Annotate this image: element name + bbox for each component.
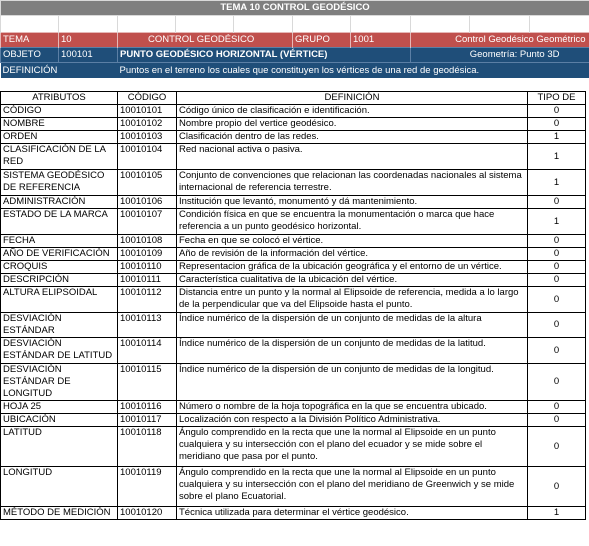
attribute-name-cell[interactable]: CÓDIGO xyxy=(1,105,118,118)
empty-cell[interactable] xyxy=(530,16,589,33)
col-header-definicion[interactable]: DEFINICIÓN xyxy=(177,92,528,105)
attribute-definition-cell[interactable]: Conjunto de convenciones que relacionan las coordenadas nacionales al sistema internacional de referencia terrestre. xyxy=(177,170,528,196)
tema-name[interactable]: CONTROL GEODÉSICO xyxy=(118,33,293,48)
attribute-name-cell[interactable]: CLASIFICACIÓN DE LA RED xyxy=(1,144,118,170)
attribute-code-cell[interactable]: 10010104 xyxy=(118,144,177,170)
empty-cell[interactable] xyxy=(176,16,234,33)
attribute-code-cell[interactable]: 10010120 xyxy=(118,507,177,520)
attribute-type-cell[interactable]: 0 xyxy=(528,261,586,274)
attribute-name-cell[interactable]: LONGITUD xyxy=(1,467,118,507)
grupo-label[interactable]: GRUPO xyxy=(293,33,351,48)
empty-cell[interactable] xyxy=(470,16,530,33)
empty-cell[interactable] xyxy=(411,16,470,33)
table-row xyxy=(1,170,586,196)
attribute-definition-cell[interactable]: Condición física en que se encuentra la monumentación o marca que hace referencia a un punto geodésico horizontal. xyxy=(177,209,528,235)
attribute-type-cell[interactable]: 0 xyxy=(528,235,586,248)
attribute-definition-cell[interactable]: Red nacional activa o pasiva. xyxy=(177,144,528,170)
attribute-type-cell[interactable]: 1 xyxy=(528,144,586,170)
attributes-table xyxy=(0,91,586,520)
definicion-label[interactable]: DEFINICIÓN xyxy=(1,63,118,79)
table-row xyxy=(1,196,586,209)
attribute-name-cell[interactable]: DESVIACIÓN ESTÁNDAR xyxy=(1,313,118,338)
table-row xyxy=(1,287,586,313)
attribute-definition-cell[interactable]: Localización con respecto a la División Político Administrativa. xyxy=(177,414,528,427)
empty-cell[interactable] xyxy=(118,16,176,33)
empty-cell[interactable] xyxy=(59,16,118,33)
attribute-code-cell[interactable]: 10010107 xyxy=(118,209,177,235)
attribute-type-cell[interactable]: 0 xyxy=(528,467,586,507)
col-header-codigo[interactable]: CÓDIGO xyxy=(118,92,177,105)
attribute-code-cell[interactable]: 10010112 xyxy=(118,287,177,313)
table-row xyxy=(1,414,586,427)
attribute-code-cell[interactable]: 10010118 xyxy=(118,427,177,467)
attribute-type-cell[interactable]: 1 xyxy=(528,131,586,144)
attribute-definition-cell[interactable]: Índice numérico de la dispersión de un conjunto de medidas de la latitud. xyxy=(177,338,528,364)
attribute-type-cell[interactable]: 0 xyxy=(528,427,586,467)
table-row xyxy=(1,209,586,235)
attribute-name-cell[interactable]: ALTURA ELIPSOIDAL xyxy=(1,287,118,313)
table-row xyxy=(1,427,586,467)
attribute-type-cell[interactable]: 0 xyxy=(528,414,586,427)
table-row xyxy=(1,467,586,507)
attribute-code-cell[interactable]: 10010103 xyxy=(118,131,177,144)
sheet-title: TEMA 10 CONTROL GEODÉSICO xyxy=(1,1,589,16)
empty-cell[interactable] xyxy=(293,16,351,33)
table-row xyxy=(1,313,586,338)
attribute-code-cell[interactable]: 10010119 xyxy=(118,467,177,507)
attribute-name-cell[interactable]: HOJA 25 xyxy=(1,401,118,414)
attribute-name-cell[interactable]: AÑO DE VERIFICACIÓN xyxy=(1,248,118,261)
header-table xyxy=(0,0,589,91)
attribute-definition-cell[interactable]: Fecha en que se colocó el vértice. xyxy=(177,235,528,248)
attribute-name-cell[interactable]: DESVIACIÓN ESTÁNDAR DE LATITUD xyxy=(1,338,118,364)
attribute-definition-cell[interactable]: Año de revisión de la información del vértice. xyxy=(177,248,528,261)
attribute-code-cell[interactable]: 10010114 xyxy=(118,338,177,364)
objeto-name[interactable]: PUNTO GEODÉSICO HORIZONTAL (VÉRTICE) xyxy=(118,48,411,63)
attribute-name-cell[interactable]: DESVIACIÓN ESTÁNDAR DE LONGITUD xyxy=(1,364,118,401)
attribute-type-cell[interactable]: 0 xyxy=(528,313,586,338)
table-row xyxy=(1,507,586,520)
attribute-definition-cell[interactable]: Nombre propio del vertice geodésico. xyxy=(177,118,528,131)
table-row xyxy=(1,338,586,364)
objeto-code[interactable]: 100101 xyxy=(59,48,118,63)
empty-cell[interactable] xyxy=(351,16,411,33)
attribute-code-cell[interactable]: 10010108 xyxy=(118,235,177,248)
table-row xyxy=(1,274,586,287)
attribute-type-cell[interactable]: 0 xyxy=(528,364,586,401)
attribute-rows xyxy=(1,105,586,520)
attribute-name-cell[interactable]: ADMINISTRACIÓN xyxy=(1,196,118,209)
table-row xyxy=(1,401,586,414)
grupo-name[interactable]: Control Geodésico Geométrico xyxy=(411,33,589,48)
col-header-tipo[interactable]: TIPO DE xyxy=(528,92,586,105)
attribute-type-cell[interactable]: 0 xyxy=(528,287,586,313)
attribute-code-cell[interactable]: 10010110 xyxy=(118,261,177,274)
attribute-type-cell[interactable]: 0 xyxy=(528,338,586,364)
attribute-definition-cell[interactable]: Técnica utilizada para determinar el vértice geodésico. xyxy=(177,507,528,520)
attribute-type-cell[interactable]: 0 xyxy=(528,118,586,131)
tema-value[interactable]: 10 xyxy=(59,33,118,48)
attribute-definition-cell[interactable]: Representacion gráfica de la ubicación geográfica y el entorno de un vértice. xyxy=(177,261,528,274)
attribute-code-cell[interactable]: 10010115 xyxy=(118,364,177,401)
attribute-definition-cell[interactable]: Distancia entre un punto y la normal al Elipsoide de referencia, medida a lo largo de la perpendicular que va del Elipsoide hasta el punto. xyxy=(177,287,528,313)
attribute-definition-cell[interactable]: Institución que levantó, monumentó y dá mantenimiento. xyxy=(177,196,528,209)
attribute-code-cell[interactable]: 10010101 xyxy=(118,105,177,118)
attribute-name-cell[interactable]: UBICACIÓN xyxy=(1,414,118,427)
attribute-name-cell[interactable]: DESCRIPCIÓN xyxy=(1,274,118,287)
col-header-atributos[interactable]: ATRIBUTOS xyxy=(1,92,118,105)
attribute-name-cell[interactable]: LATITUD xyxy=(1,427,118,467)
table-row xyxy=(1,261,586,274)
attribute-name-cell[interactable]: ESTADO DE LA MARCA xyxy=(1,209,118,235)
definicion-text[interactable]: Puntos en el terreno los cuales que constituyen los vértices de una red de geodésica. xyxy=(118,63,589,79)
attribute-name-cell[interactable]: CROQUIS xyxy=(1,261,118,274)
table-row xyxy=(1,131,586,144)
attribute-definition-cell[interactable]: Ángulo comprendido en la recta que une la normal al Elipsoide en un punto cualquiera y su intersección con el plano del ecuador y se mide sobre el meridiano que pasa por el punto. xyxy=(177,427,528,467)
attribute-code-cell[interactable]: 10010102 xyxy=(118,118,177,131)
table-row xyxy=(1,364,586,401)
empty-cell[interactable] xyxy=(234,16,293,33)
attribute-name-cell[interactable]: MÉTODO DE MEDICIÓN xyxy=(1,507,118,520)
attribute-type-cell[interactable]: 0 xyxy=(528,196,586,209)
attribute-name-cell[interactable]: FECHA xyxy=(1,235,118,248)
objeto-label[interactable]: OBJETO xyxy=(1,48,59,63)
attribute-type-cell[interactable]: 1 xyxy=(528,170,586,196)
table-row xyxy=(1,118,586,131)
attribute-definition-cell[interactable]: Clasificación dentro de las redes. xyxy=(177,131,528,144)
table-row xyxy=(1,144,586,170)
attribute-type-cell[interactable]: 0 xyxy=(528,248,586,261)
attribute-code-cell[interactable]: 10010113 xyxy=(118,313,177,338)
attribute-definition-cell[interactable]: Ángulo comprendido en la recta que une la normal al Elipsoide en un punto cualquiera y su intersección con el plano del meridiano de Greenwich y se mide sobre el plano Ecuatorial. xyxy=(177,467,528,507)
attribute-definition-cell[interactable]: Índice numérico de la dispersión de un conjunto de medidas de la longitud. xyxy=(177,364,528,401)
table-row xyxy=(1,105,586,118)
attribute-name-cell[interactable]: SISTEMA GEODÉSICO DE REFERENCIA xyxy=(1,170,118,196)
table-row xyxy=(1,235,586,248)
attribute-definition-cell[interactable]: Número o nombre de la hoja topográfica en la que se encuentra ubicado. xyxy=(177,401,528,414)
attribute-type-cell[interactable]: 1 xyxy=(528,507,586,520)
attribute-name-cell[interactable]: ORDEN xyxy=(1,131,118,144)
grupo-value[interactable]: 1001 xyxy=(351,33,411,48)
attribute-type-cell[interactable]: 0 xyxy=(528,105,586,118)
attribute-code-cell[interactable]: 10010111 xyxy=(118,274,177,287)
attribute-code-cell[interactable]: 10010109 xyxy=(118,248,177,261)
attribute-code-cell[interactable]: 10010117 xyxy=(118,414,177,427)
attribute-definition-cell[interactable]: Característica cualitativa de la ubicación del vértice. xyxy=(177,274,528,287)
attribute-code-cell[interactable]: 10010105 xyxy=(118,170,177,196)
attribute-name-cell[interactable]: NOMBRE xyxy=(1,118,118,131)
table-row xyxy=(1,248,586,261)
empty-cell[interactable] xyxy=(1,16,59,33)
attribute-code-cell[interactable]: 10010116 xyxy=(118,401,177,414)
attribute-type-cell[interactable]: 1 xyxy=(528,209,586,235)
attribute-definition-cell[interactable]: Código único de clasificación e identificación. xyxy=(177,105,528,118)
attribute-definition-cell[interactable]: Índice numérico de la dispersión de un conjunto de medidas de la altura xyxy=(177,313,528,338)
attribute-type-cell[interactable]: 0 xyxy=(528,274,586,287)
attribute-type-cell[interactable]: 0 xyxy=(528,401,586,414)
attribute-code-cell[interactable]: 10010106 xyxy=(118,196,177,209)
geometria[interactable]: Geometría: Punto 3D xyxy=(411,48,589,63)
tema-label[interactable]: TEMA xyxy=(1,33,59,48)
spacer-row xyxy=(1,78,589,91)
